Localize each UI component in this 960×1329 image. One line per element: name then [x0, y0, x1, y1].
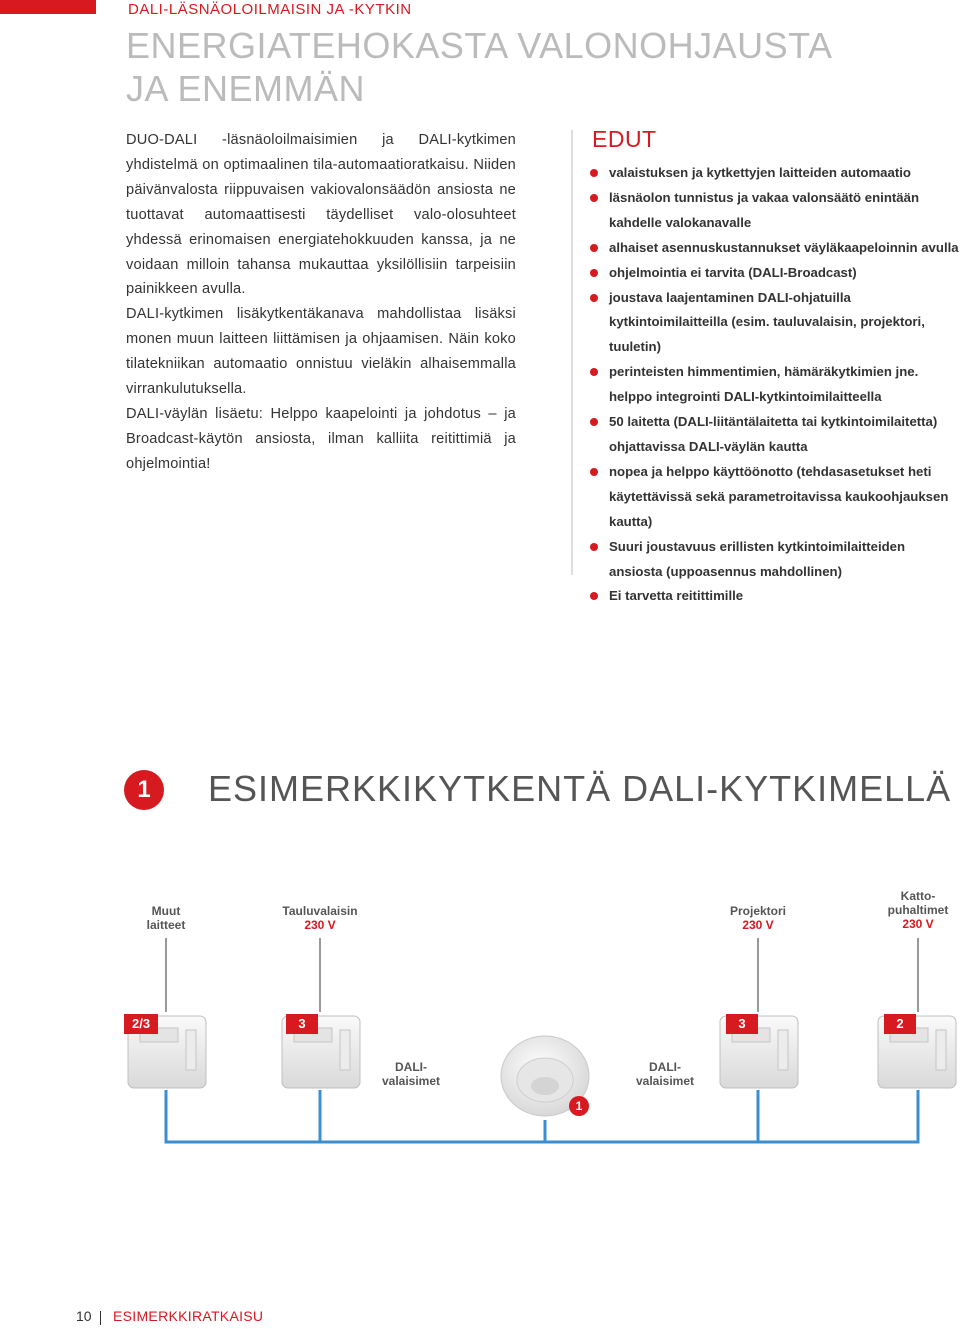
- benefit-text: valaistuksen ja kytkettyjen laitteiden automaatio: [609, 165, 911, 180]
- benefit-text: läsnäolon tunnistus ja vakaa valonsäätö enintään kahdelle valokanavalle: [609, 189, 919, 230]
- benefit-item: [590, 410, 960, 460]
- benefit-item: [590, 161, 960, 186]
- benefit-item: [590, 535, 960, 585]
- label-dali-luminaires-1-line-1: DALI-: [395, 1060, 427, 1074]
- label-other-devices-line-2: laitteet: [146, 918, 186, 932]
- label-ceiling-fans: [876, 889, 960, 931]
- label-board-light: [270, 904, 370, 932]
- power-wires: [166, 938, 918, 1012]
- page-number: 10: [76, 1308, 92, 1324]
- label-projector: [718, 904, 798, 932]
- benefit-text: Ei tarvetta reitittimille: [609, 588, 744, 604]
- benefit-text: ohjelmointia ei tarvita (DALI-Broadcast): [609, 264, 857, 280]
- benefit-item: [590, 360, 960, 410]
- wiring-diagram: [0, 880, 960, 1200]
- device-badge-2: 3: [286, 1014, 318, 1034]
- page-title: [126, 24, 832, 110]
- label-projector-text: Projektori: [729, 904, 786, 918]
- header-accent-bar: [0, 0, 96, 14]
- label-projector-voltage: 230 V: [742, 918, 774, 932]
- benefit-item: [590, 460, 960, 535]
- benefits-list: [590, 161, 960, 609]
- bullet-icon: [590, 418, 598, 426]
- label-dali-luminaires-2-line-1: DALI-: [649, 1060, 681, 1074]
- bullet-icon: [590, 169, 598, 177]
- benefits-title: EDUT: [592, 126, 657, 152]
- benefit-item: [590, 236, 960, 261]
- body-paragraph-2: DALI-kytkimen lisäkytkentäkanava mahdollistaa lisäksi monen muun laitteen liittämisen ja ohjaamisen. Näin koko tilatekniikan automaatio onnistuu vieläkin alhaisemmalla virrankulutuksella.: [126, 306, 516, 398]
- column-divider: [571, 130, 573, 575]
- benefit-text: perinteisten himmentimien, hämäräkytkimien jne. helppo integrointi DALI-kytkintoimilaitteella: [609, 364, 919, 405]
- page-title-line-1: ENERGIATEHOKASTA VALONOHJAUSTA: [126, 25, 833, 66]
- benefit-item: [590, 286, 960, 361]
- device-badge-3: 3: [726, 1014, 758, 1034]
- device-badge-4: 2: [884, 1014, 916, 1034]
- benefit-text: 50 laitetta (DALI-liitäntälaitetta tai kytkintoimilaitetta) ohjattavissa DALI-väylän kautta: [609, 414, 938, 454]
- footer-divider: [100, 1311, 101, 1325]
- label-dali-luminaires-1: [368, 1060, 454, 1088]
- benefit-text: joustava laajentaminen DALI-ohjatuilla kytkintoimilaitteilla (esim. tauluvalaisin, projektori, tuuletin): [609, 289, 925, 355]
- body-text: [126, 128, 516, 477]
- section-tag: DALI-LÄSNÄOLOILMAISIN JA -KYTKIN: [128, 1, 412, 18]
- bullet-icon: [590, 592, 598, 600]
- benefit-item: [590, 186, 960, 236]
- bullet-icon: [590, 294, 598, 302]
- footer-section-label: ESIMERKKIRATKAISU: [113, 1308, 264, 1324]
- label-other-devices: [126, 904, 206, 932]
- label-ceiling-fans-voltage: 230 V: [902, 917, 934, 931]
- bullet-icon: [590, 194, 598, 202]
- body-paragraph-3: DALI-väylän lisäetu: Helppo kaapelointi ja johdotus – ja Broadcast-käytön ansiosta, ilman kalliita reitittimiä ja ohjelmointia!: [126, 405, 516, 472]
- benefit-item: [590, 584, 960, 609]
- page-title-line-2: JA ENEMMÄN: [126, 68, 366, 109]
- label-board-light-voltage: 230 V: [304, 918, 336, 932]
- sensor-number-badge: 1: [569, 1096, 589, 1116]
- bullet-icon: [590, 543, 598, 551]
- label-dali-luminaires-2-line-2: valaisimet: [635, 1074, 695, 1088]
- bullet-icon: [590, 468, 598, 476]
- label-ceiling-fans-line-2: puhaltimet: [887, 903, 949, 917]
- benefit-text: nopea ja helppo käyttöönotto (tehdasasetukset heti käytettävissä sekä parametroitavissa kaukoohjauksen kautta): [609, 463, 949, 529]
- example-title: ESIMERKKIKYTKENTÄ DALI-KYTKIMELLÄ: [208, 768, 952, 809]
- label-ceiling-fans-line-1: Katto-: [900, 889, 936, 903]
- benefit-text: alhaiset asennuskustannukset väyläkaapeloinnin avulla: [609, 239, 959, 255]
- label-dali-luminaires-2: [622, 1060, 708, 1088]
- label-other-devices-line-1: Muut: [151, 904, 181, 918]
- label-board-light-text: Tauluvalaisin: [282, 904, 358, 918]
- benefit-item: [590, 261, 960, 286]
- benefit-text: Suuri joustavuus erillisten kytkintoimilaitteiden ansiosta (uppoasennus mahdollinen): [609, 538, 906, 579]
- device-badge-1: 2/3: [124, 1014, 158, 1034]
- body-paragraph-1: DUO-DALI -läsnäoloilmaisimien ja DALI-kytkimen yhdistelmä on optimaalinen tila-automaatioratkaisu. Niiden päivänvalosta riippuvaisen vakiovalonsäädön ansiosta ne tuottavat automaattisesti täydelliset valo-olosuhteet yhdessä erinomaisen energiatehokkuuden kanssa, ja ne voidaan milloin tahansa mukauttaa yksilöllisiin tarpeisiin painikkeen avulla.: [126, 132, 516, 298]
- bullet-icon: [590, 269, 598, 277]
- label-dali-luminaires-1-line-2: valaisimet: [381, 1074, 441, 1088]
- bullet-icon: [590, 368, 598, 376]
- example-number-badge: 1: [124, 770, 164, 810]
- bullet-icon: [590, 244, 598, 252]
